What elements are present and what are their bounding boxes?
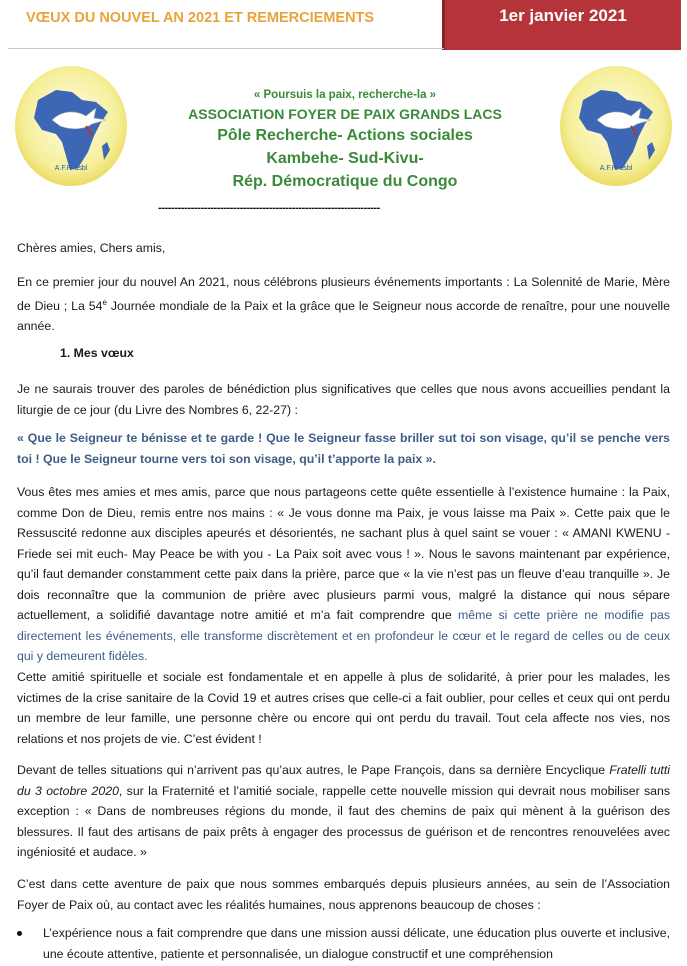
logo-label: A.F.P. asbl (54, 165, 88, 172)
paragraph-1 (17, 272, 670, 337)
africa-dove-logo-icon-right (557, 64, 675, 188)
paragraph-3-a: Vous êtes mes amies et mes amis, parce que nous partageons cette quête essentielle à l’existence humaine : la Paix, comme Don de Dieu, remis entre nos mains : « Je vous donne ma Paix, je vous laisse ma Paix ». Cette paix que le Ressuscité redonne aux disciples apeurés et désorientés, ne sachant plus à quel saint se vouer : « AMANI KWENU - Friede sei mit euch- May Peace be with you - La Paix soit avec vous ! ». Nous le savons maintenant par expérience, qu’il faut demander constamment cette paix dans la prière, parce que « la vie n’est pas un fleuve d’eau tranquille ». Je dois reconnaître que la communion de prière avec plusieurs parmi vous, malgré la distance qui nous sépare actuellement, a solidifié davantage notre amitié et m’a fait comprendre que (17, 485, 670, 622)
greeting: Chères amies, Chers amis, (17, 241, 166, 255)
paragraph-2: Je ne saurais trouver des paroles de bénédiction plus significatives que celles que nous avons accueillies pendant la liturgie de ce jour (du Livre des Nombres 6, 22-27) : (17, 382, 670, 417)
pole-line: Pôle Recherche- Actions sociales (217, 127, 473, 144)
country-line: Rép. Démocratique du Congo (232, 173, 458, 190)
paragraph-5 (17, 760, 670, 863)
paragraph-1-a: En ce premier jour du nouvel An 2021, nous célébrons plusieurs événements importants : La Solennité de Marie, Mère de Dieu ; La 54 (17, 275, 670, 313)
date-banner: 1er janvier 2021 (442, 0, 681, 50)
blessing-quote: « Que le Seigneur te bénisse et te garde ! Que le Seigneur fasse briller sut toi son visage, qu’il se penche vers toi ! Que le Seigneur tourne vers toi son visage, qu’il t’apporte la paix ». (17, 431, 670, 466)
top-rule (8, 48, 444, 49)
bullet-text: L’expérience nous a fait comprendre que dans une mission aussi délicate, une éducation plus ouverte et inclusive, une écoute attentive, patiente et personnalisée, un dialogue constructif et une compréhension (43, 926, 670, 961)
section-heading-voeux: 1. Mes vœux (60, 346, 134, 360)
dashed-separator: -------------------------------------------------------------------- (158, 202, 380, 214)
letterhead (140, 86, 550, 193)
paragraph-4: Cette amitié spirituelle et sociale est fondamentale et en appelle à plus de solidarité, à prier pour les malades, les victimes de la crise sanitaire de la Covid 19 et autres crises que celle-ci a fait oublier, pour celles et ceux qui ont perdu un membre de leur famille, une personne chère ou encore qui ont perdu du travail. Tout cela affecte nos vies, nos relations et nos projets de vie. C’est évident ! (17, 670, 670, 746)
africa-dove-logo-icon (12, 64, 130, 188)
location-line: Kambehe- Sud-Kivu- (266, 150, 424, 167)
paragraph-3-highlight: même si cette prière ne modifie pas directement les événements, elle transforme discrètement et en profondeur le cœur et le regard de celles ou de ceux qui y demeurent fidèles. (17, 608, 670, 663)
paragraph-5-italic: Fratelli tutti du 3 octobre 2020 (17, 763, 670, 798)
document-top-title: VŒUX DU NOUVEL AN 2021 ET REMERCIEMENTS (26, 10, 375, 26)
paragraph-5-a: Devant de telles situations qui n’arrivent pas qu’aux autres, le Pape François, dans sa dernière Encyclique (17, 763, 610, 777)
paragraph-3 (17, 482, 670, 667)
paragraph-1-b: Journée mondiale de la Paix et la grâce que le Seigneur nous accorde de renaître, pour une nouvelle année. (17, 298, 670, 334)
paragraph-6: C’est dans cette aventure de paix que nous sommes embarqués depuis plusieurs années, au sein de l’Association Foyer de Paix où, au contact avec les réalités humaines, nous apprenons beaucoup de choses : (17, 877, 670, 912)
bullet-icon (17, 931, 22, 936)
association-name: ASSOCIATION FOYER DE PAIX GRANDS LACS (188, 106, 502, 122)
motto: « Poursuis la paix, recherche-la » (253, 89, 437, 101)
paragraph-1-sup: e (102, 297, 107, 307)
paragraph-5-b: , sur la Fraternité et l’amitié sociale, rappelle cette nouvelle mission qui devrait nous mobiliser sans exception : « Dans de nombreuses régions du monde, il faut des chemins de paix qui mènent à la guérison des blessures. Il faut des artisans de paix prêts à engager des processus de guérison et de rencontres renouvelées avec ingéniosité et audace. » (17, 783, 671, 859)
logo-label-right: A.F.P. asbl (599, 165, 633, 172)
